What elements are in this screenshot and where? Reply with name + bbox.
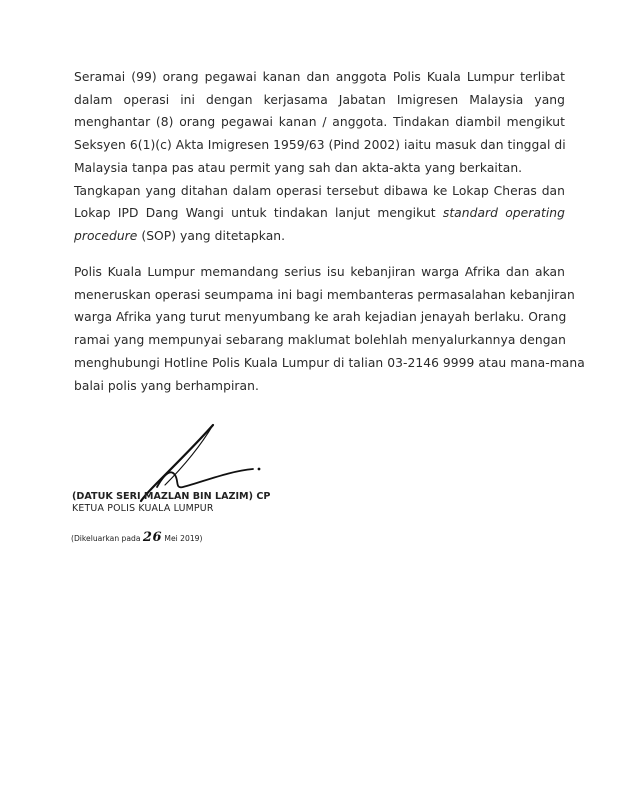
text-line: Malaysia tanpa pas atau permit yang sah dan akta-akta yang berkaitan. <box>74 160 523 175</box>
text-line: balai polis yang berhampiran. <box>74 378 259 393</box>
italic-text: standard operating <box>442 206 565 221</box>
text-line: Seksyen 6(1)(c) Akta Imigresen 1959/63 (Pind 2002) iaitu masuk dan tinggal di <box>74 138 566 153</box>
handwritten-day: 26 <box>142 530 163 545</box>
text-line: menghantar (8) orang pegawai kanan / anggota. Tindakan diambil mengikut <box>74 115 565 130</box>
text-line: Polis Kuala Lumpur memandang serius isu kebanjiran warga Afrika dan akan <box>74 265 565 279</box>
italic-text: procedure <box>74 228 138 243</box>
signer-name: (DATUK SERI MAZLAN BIN LAZIM) CP <box>72 491 271 502</box>
paragraph-operation-details <box>74 66 565 248</box>
text-segment: (SOP) yang ditetapkan. <box>137 228 286 243</box>
signer-title: KETUA POLIS KUALA LUMPUR <box>72 503 214 514</box>
signer-block <box>72 491 270 515</box>
text-line: meneruskan operasi seumpama ini bagi membanteras permasalahan kebanjiran <box>74 287 575 302</box>
text-line: menghubungi Hotline Polis Kuala Lumpur di talian 03-2146 9999 atau mana-mana <box>74 355 585 370</box>
text-line <box>74 202 565 225</box>
issue-date <box>71 530 202 545</box>
text-line: dalam operasi ini dengan kerjasama Jabatan Imigresen Malaysia yang <box>74 92 565 107</box>
text-line: warga Afrika yang turut menyumbang ke arah kejadian jenayah berlaku. Orang <box>74 310 567 325</box>
issue-date-suffix: Mei 2019) <box>162 534 203 543</box>
text-line <box>74 225 565 248</box>
issue-date-prefix: (Dikeluarkan pada <box>71 534 143 543</box>
paragraph-police-statement <box>74 261 585 397</box>
text-line: Seramai (99) orang pegawai kanan dan anggota Polis Kuala Lumpur terlibat <box>74 70 565 84</box>
text-line: Tangkapan yang ditahan dalam operasi tersebut dibawa ke Lokap Cheras dan <box>74 183 565 198</box>
text-line: ramai yang mempunyai sebarang maklumat bolehlah menyalurkannya dengan <box>74 333 566 348</box>
text-segment: Lokap IPD Dang Wangi untuk tindakan lanjut mengikut <box>74 206 443 221</box>
